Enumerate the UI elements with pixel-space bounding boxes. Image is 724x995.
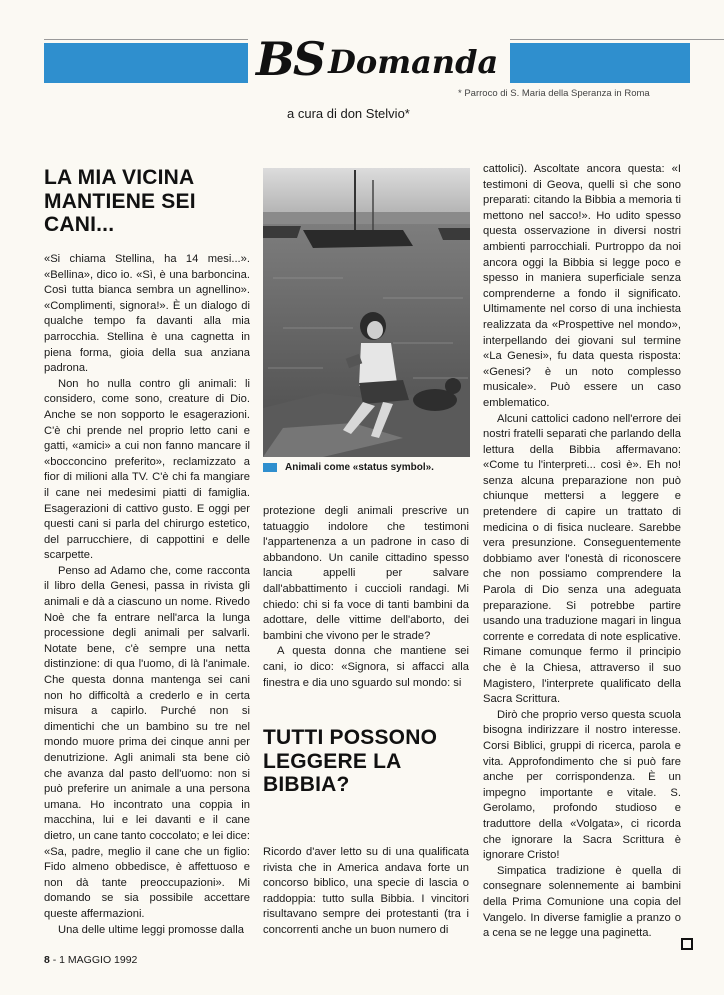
article2-column-2	[263, 845, 469, 939]
end-of-article-mark	[681, 938, 693, 950]
paragraph-text: Non ho nulla contro gli animali: li considero, come sono, creature di Dio. Anche se non sopporto le esagerazioni. C'è chi prende nel proprio letto cani e gatti, «amici» a cui non fanno mancare il «bocconcino preferito», reclamizzato a fior di milioni alla TV. C'è chi fa mangiare il cane nei medesimi piatti di famiglia. Esagerazioni di cattivo gusto. E oggi per questi cani si parla del chirurgo estetico, del parrucchiere, di cappottini e delle scarpette.	[44, 377, 250, 562]
page-folio	[44, 954, 137, 966]
column-logo	[248, 27, 510, 87]
article1-column-2	[263, 504, 469, 691]
paragraph-text: Alcuni cattolici cadono nell'errore dei nostri fratelli separati che parlando della lettura della Bibbia affermavano: «Come tu l'interpreti... così è». Eh no! senza alcuna preparazione non può chiunque mettersi a leggere e pretendere di capire un trattato di medicina o di fisica nucleare. Sarebbe vera presunzione. Conseguentemente dobbiamo aver l'onestà di riconoscere che non possiamo comprendere la Parola di Dio senza una adeguata preparazione. Si potrebbe partire usando una traduzione magari in lingua corrente e corredata di note esplicative. Rimane comunque fermo il principio che è la Chiesa, attraverso il suo Magistero, l'interprete qualificato della Sacra Scrittura.	[483, 412, 681, 706]
paragraph-text: cattolici). Ascoltate ancora questa: «I testimoni di Geova, quelli sì che sono preparati: citando la Bibbia a memoria ti mettono nel sacco!». Ho udito spesso questa osservazione in diversi nostri ambienti parrocchiali. Purtroppo da noi ancora oggi la Bibbia si legge poco e spesso in maniera superficiale senza comprenderne a fondo il significato. Ultimamente nel corso di una inchiesta realizzata da «Prospettive nel mondo», interpellando dei giovani sul termine «La Genesi», fu data questa risposta: «Genesi? è un noto complesso musicale». Può essere un caso emblematico.	[483, 163, 681, 409]
paragraph-text: Una delle ultime leggi promosse dalla	[58, 923, 244, 936]
harbor-woman-reading-image	[263, 168, 470, 457]
paragraph-text: Dirò che proprio verso questa scuola bisogna indirizzare il nostro interesse. Corsi Biblici, gruppi di ricerca, parola e vita. Approfondimento che si può fare anche per corrispondenza. È un impegno importante e vitale. S. Gerolamo, profondo studioso e traduttore della «Volgata», ci ricorda che ignorare la Sacra Scrittura è ignorare Cristo!	[483, 708, 681, 862]
page-number: 8	[44, 954, 50, 966]
paragraph-text: protezione degli animali prescrive un tatuaggio indolore che testimoni l'appartenenza a un padrone in caso di abbandono. Un canile cittadino spesso lancia appelli per salvare dall'abbattimento i cuccioli randagi. Mi chiedo: chi si fa voce di tanti bambini da adottare, delle vittime dell'aborto, dei bambini che vivono per le strade?	[263, 505, 469, 642]
article2-column-3	[483, 162, 681, 942]
author-note: * Parroco di S. Maria della Speranza in Roma	[458, 88, 650, 99]
paragraph-text: A questa donna che mantiene sei cani, io dico: «Signora, si affacci alla finestra e dia uno sguardo sul mondo: si	[263, 645, 469, 689]
article-photo	[263, 168, 470, 457]
logo-bs: BS	[256, 32, 325, 86]
paragraph-text: «Si chiama Stellina, ha 14 mesi...». «Bellina», dico io. «Sì, è una barboncina. Così tutta bianca sembra un agnellino». «Complimenti, signora!». È un dialogo di qualche tempo fa davanti alla mia parrocchia. Stellina è una cagnetta in piena forma, gioia della sua anziana padrona.	[44, 253, 250, 375]
paragraph-text: Penso ad Adamo che, come racconta il libro della Genesi, passa in rivista gli animali e dà a ciascuno un nome. Rivedo Noè che fa entrare nell'arca la lunga processione degli animali per salvarli. Notate bene, c'è sempre una netta distinzione: di qua l'uomo, di là l'animale. Che questa donna mantenga sei cani non ho difficoltà a crederlo e in certa misura a capirlo. Purché non si dimentichi che un bambino su tre nel mondo muore prima dei cinque anni per denutrizione. Agli animali sta bene ciò che avanza dal pasto dell'uomo: non si può preferire un animale a una persona umana. Ho incontrato una coppia in macchina, lui e lei davanti e il cane dietro, un cane tanto coccolato; e lei dice: «Sa, padre, meglio il cane che un figlio: Fido almeno obbedisce, è affettuoso e non dà tante preoccupazioni». Mi domando se sia possibile accettare queste affermazioni.	[44, 564, 250, 920]
article1-column-1	[44, 252, 250, 938]
article1-headline: LA MIA VICINA MANTIENE SEI CANI...	[44, 166, 196, 236]
photo-caption	[263, 462, 470, 473]
paragraph-text: Simpatica tradizione è quella di consegnare solennemente ai bambini della Prima Comunione una copia del Vangelo. In diverse famiglie a pranzo o a cena se ne legge una paginetta.	[483, 864, 681, 940]
byline: a cura di don Stelvio*	[287, 106, 410, 121]
issue-date: - 1 MAGGIO 1992	[52, 954, 138, 966]
logo-domanda: Domanda	[328, 43, 499, 81]
paragraph-text: Ricordo d'aver letto su di una qualificata rivista che in America andava forte un concorso biblico, una specie di lascia o raddoppia: tutto sulla Bibbia. I vincitori risultavano sempre dei protestanti (tra i concorrenti anche un buon numero di	[263, 846, 469, 936]
caption-text: Animali come «status symbol».	[285, 462, 434, 473]
article2-headline: TUTTI POSSONO LEGGERE LA BIBBIA?	[263, 726, 438, 796]
caption-marker	[263, 463, 277, 472]
